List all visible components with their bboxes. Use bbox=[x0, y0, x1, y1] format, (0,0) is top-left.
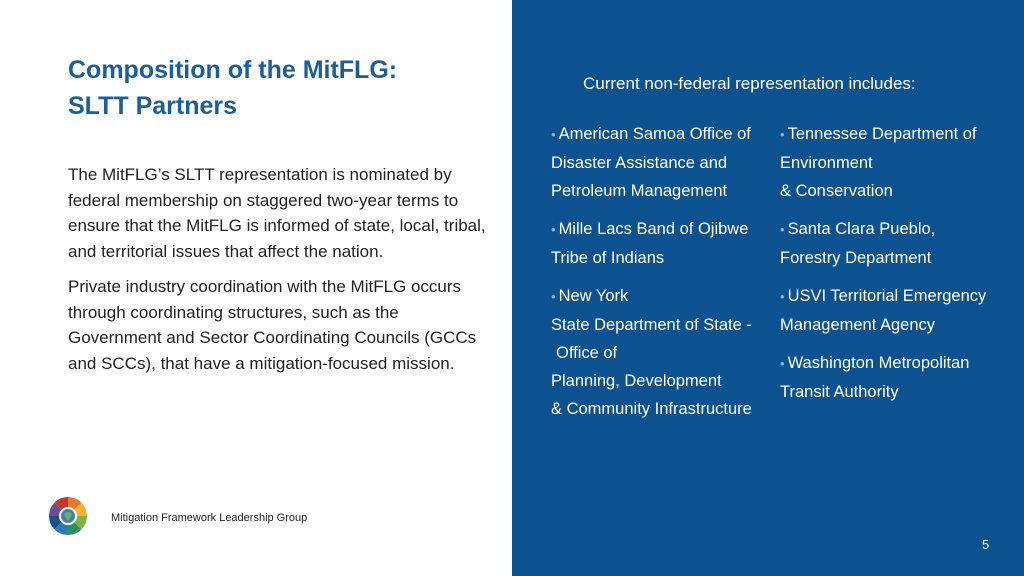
list-item bbox=[780, 120, 1008, 205]
list-item-line: Tribe of Indians bbox=[551, 249, 665, 267]
page-title bbox=[68, 52, 488, 124]
list-item-line: State Department of State - bbox=[551, 316, 752, 334]
list-item bbox=[780, 282, 1008, 339]
representation-left-column bbox=[551, 120, 779, 433]
bullet-icon: • bbox=[551, 289, 556, 304]
list-item-line: Management Agency bbox=[780, 316, 936, 334]
page-number: 5 bbox=[982, 537, 990, 552]
body-paragraph-2: Private industry coordination with the MitFLG occurs through coordinating structures, such as the Government and Sector Coordinating Councils (GCCs and SCCs), that have a mitigation-focused mission. bbox=[68, 277, 477, 373]
list-item bbox=[551, 282, 779, 423]
list-item-line: Transit Authority bbox=[780, 383, 899, 401]
bullet-icon: • bbox=[780, 356, 785, 371]
list-item-line: Disaster Assistance and bbox=[551, 154, 728, 172]
list-item-line: Washington Metropolitan bbox=[787, 354, 970, 372]
bullet-icon: • bbox=[780, 222, 785, 237]
footer-org-name: Mitigation Framework Leadership Group bbox=[111, 512, 308, 524]
representation-right-column bbox=[780, 120, 1008, 416]
title-line-1: Composition of the MitFLG: bbox=[68, 56, 398, 84]
list-item-line: New York bbox=[558, 287, 629, 305]
list-item-line: & Community Infrastructure bbox=[551, 400, 752, 418]
list-item-line: Santa Clara Pueblo, bbox=[787, 220, 936, 238]
list-item-line: Tennessee Department of bbox=[787, 125, 977, 143]
list-item-line: & Conservation bbox=[780, 182, 893, 200]
list-item-line: Mille Lacs Band of Ojibwe bbox=[558, 220, 749, 238]
bullet-icon: • bbox=[780, 127, 785, 142]
list-item-line: Petroleum Management bbox=[551, 182, 728, 200]
list-item-line: USVI Territorial Emergency bbox=[787, 287, 987, 305]
bullet-icon: • bbox=[780, 289, 785, 304]
list-item bbox=[551, 215, 779, 272]
representation-intro: Current non-federal representation includes: bbox=[583, 74, 916, 93]
list-item-line: Office of bbox=[556, 344, 618, 362]
mitflg-logo-icon bbox=[47, 495, 89, 537]
list-item-line: American Samoa Office of bbox=[558, 125, 751, 143]
list-item bbox=[780, 215, 1008, 272]
logo-graphic bbox=[47, 495, 89, 537]
list-item-line: Forestry Department bbox=[780, 249, 932, 267]
list-item-line: Planning, Development bbox=[551, 372, 722, 390]
body-text bbox=[68, 162, 488, 386]
list-item-line: Environment bbox=[780, 154, 873, 172]
bullet-icon: • bbox=[551, 222, 556, 237]
body-paragraph-1: The MitFLG’s SLTT representation is nominated by federal membership on staggered two-year terms to ensure that the MitFLG is informed of state, local, tribal, and territorial issues that affect the nation. bbox=[68, 165, 486, 261]
title-line-2: SLTT Partners bbox=[68, 92, 238, 120]
list-item bbox=[551, 120, 779, 205]
list-item bbox=[780, 349, 1008, 406]
bullet-icon: • bbox=[551, 127, 556, 142]
